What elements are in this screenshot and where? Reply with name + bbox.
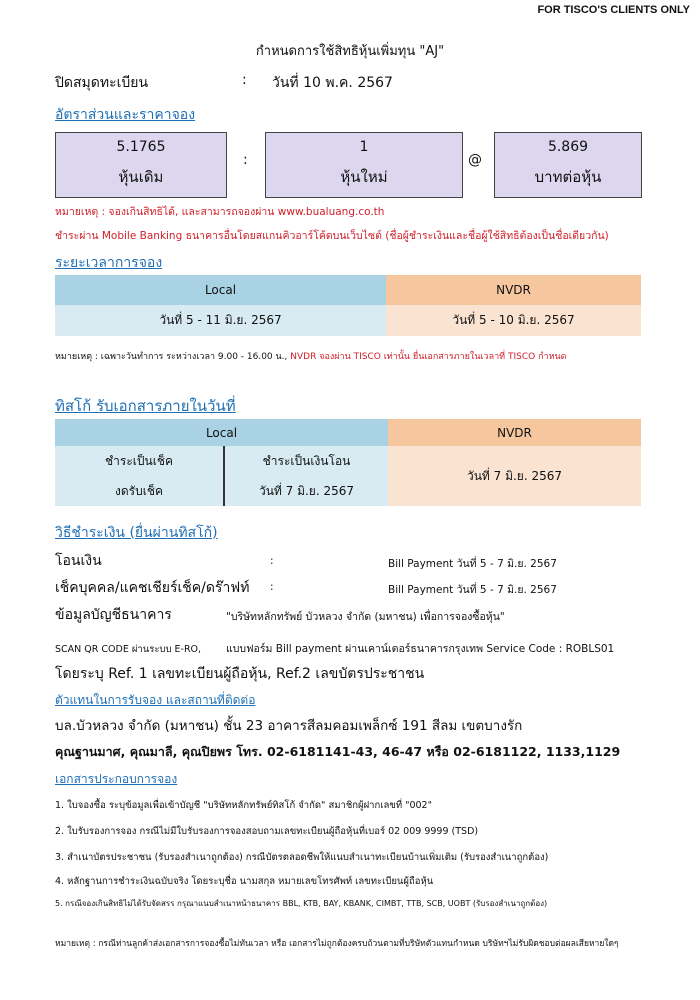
- period-nvdr-header: NVDR: [386, 275, 641, 305]
- book-close-colon: :: [242, 72, 247, 88]
- payment-transfer-value: Bill Payment วันที่ 5 - 7 มิ.ย. 2567: [388, 558, 557, 570]
- qr-code-label: SCAN QR CODE ผ่านระบบ E-RO,: [55, 644, 202, 655]
- payment-transfer-colon: :: [270, 555, 274, 567]
- payment-transfer-label: โอนเงิน: [55, 553, 102, 569]
- book-close-label: ปิดสมุดทะเบียน: [55, 75, 149, 91]
- transfer-value: วันที่ 7 มิ.ย. 2567: [224, 477, 388, 506]
- docs-nvdr-value: วันที่ 7 มิ.ย. 2567: [388, 446, 641, 506]
- document-item-3: 3. สำเนาบัตรประชาชน (รับรองสำเนาถูกต้อง) กรณีบัตรตลอดชีพให้แนบสำเนาทะเบียนบ้านเพิ่มเติม (รับรองสำเนาถูกต้อง): [55, 852, 549, 863]
- book-close-date: วันที่ 10 พ.ค. 2567: [272, 75, 393, 91]
- price-box: [494, 132, 642, 198]
- period-local-value: วันที่ 5 - 11 มิ.ย. 2567: [55, 305, 386, 336]
- price-at-symbol: @: [468, 152, 482, 168]
- document-item-1: 1. ใบจองซื้อ ระบุข้อมูลเพื่อเข้าบัญชี "บริษัทหลักทรัพย์ทิสโก้ จำกัด" สมาชิกผู้ฝากเลขที่ "002": [55, 800, 432, 811]
- transfer-label: ชำระเป็นเงินโอน: [224, 446, 388, 477]
- payment-heading: วิธีชำระเงิน (ยื่นผ่านทิสโก้): [55, 525, 218, 541]
- cheque-value: งดรับเช็ค: [55, 477, 224, 506]
- docs-local-header: Local: [55, 419, 388, 446]
- period-local-header: Local: [55, 275, 386, 305]
- ratio-note-2: ชำระผ่าน Mobile Banking ธนาคารอื่นโดยสแกนคิวอาร์โค้ดบนเว็บไซต์ (ชื่อผู้ชำระเงินและชื่อผู้ใช้สิทธิต้องเป็นชื่อเดียวกัน): [55, 230, 609, 242]
- ref-line: โดยระบุ Ref. 1 เลขทะเบียนผู้ถือหุ้น, Ref.2 เลขบัตรประชาชน: [55, 666, 425, 682]
- period-nvdr-value: วันที่ 5 - 10 มิ.ย. 2567: [386, 305, 641, 336]
- new-shares-box: [265, 132, 463, 198]
- agent-heading: ตัวแทนในการรับจอง และสถานที่ติดต่อ: [55, 693, 256, 707]
- price-unit: บาทต่อหุ้น: [534, 168, 602, 186]
- cheque-label: ชำระเป็นเช็ค: [55, 446, 224, 477]
- footer-note: หมายเหตุ : กรณีท่านลูกค้าส่งเอกสารการจองซื้อไม่ทันเวลา หรือ เอกสารไม่ถูกต้องครบถ้วนตามที่บริษัทตัวแทนกำหนด บริษัทฯไม่รับผิดชอบต่อผลเสียหายใดๆ: [55, 939, 619, 949]
- document-item-5: 5. กรณีจองเกินสิทธิไม่ได้รับจัดสรร กรุณาแนบสำเนาหน้าธนาคาร BBL, KTB, BAY, KBANK, CIMBT, TTB, SCB, UOBT (รับรองสำเนาถูกต้อง): [55, 899, 548, 908]
- agent-contact: คุณฐานมาศ, คุณมาลี, คุณปิยพร โทร. 02-6181141-43, 46-47 หรือ 02-6181122, 1133,1129: [55, 744, 621, 759]
- docs-table: [55, 419, 641, 506]
- documents-heading: เอกสารประกอบการจอง: [55, 772, 178, 786]
- period-heading: ระยะเวลาการจอง: [55, 255, 163, 271]
- ratio-heading: อัตราส่วนและราคาจอง: [55, 107, 196, 123]
- new-shares-value: 1: [359, 139, 369, 155]
- payment-cheque-colon: :: [270, 581, 274, 593]
- page-title: กำหนดการใช้สิทธิหุ้นเพิ่มทุน "AJ": [255, 44, 445, 59]
- agent-address: บล.บัวหลวง จำกัด (มหาชน) ชั้น 23 อาคารสีลมคอมเพล็กซ์ 191 สีลม เขตบางรัก: [55, 718, 523, 734]
- old-shares-box: [55, 132, 227, 198]
- bank-account-value: "บริษัทหลักทรัพย์ บัวหลวง จำกัด (มหาชน) เพื่อการจองซื้อหุ้น": [226, 611, 505, 623]
- period-note: [55, 349, 567, 363]
- ratio-note-1: หมายเหตุ : จองเกินสิทธิได้, และสามารถจองผ่าน www.bualuang.co.th: [55, 206, 385, 218]
- period-note-nvdr: NVDR จองผ่าน TISCO เท่านั้น ยื่นเอกสารภายในเวลาที่ TISCO กำหนด: [290, 352, 567, 362]
- document-item-2: 2. ใบรับรองการจอง กรณีไม่มีใบรับรองการจองสอบถามเลขทะเบียนผู้ถือหุ้นที่เบอร์ 02 009 9999 (TSD): [55, 826, 479, 837]
- bank-account-label: ข้อมูลบัญชีธนาคาร: [55, 607, 172, 623]
- ratio-separator: :: [243, 152, 248, 168]
- old-shares-unit: หุ้นเดิม: [118, 168, 164, 186]
- document-item-4: 4. หลักฐานการชำระเงินฉบับจริง โดยระบุชื่อ นามสกุล หมายเลขโทรศัพท์ เลขทะเบียนผู้ถือหุ้น: [55, 876, 434, 887]
- period-table: [55, 275, 641, 336]
- clients-only-label: FOR TISCO'S CLIENTS ONLY: [537, 4, 690, 16]
- new-shares-unit: หุ้นใหม่: [340, 168, 388, 186]
- old-shares-value: 5.1765: [116, 139, 166, 155]
- bill-payment-form: แบบฟอร์ม Bill payment ผ่านเคาน์เตอร์ธนาคารกรุงเทพ Service Code : ROBLS01: [226, 643, 615, 655]
- payment-cheque-label: เช็คบุคคล/แคชเชียร์เช็ค/ดร๊าฟท์: [55, 580, 250, 596]
- payment-cheque-value: Bill Payment วันที่ 5 - 7 มิ.ย. 2567: [388, 584, 557, 596]
- docs-nvdr-header: NVDR: [388, 419, 641, 446]
- period-note-text: หมายเหตุ : เฉพาะวันทำการ ระหว่างเวลา 9.00 - 16.00 น.,: [55, 352, 288, 362]
- docs-heading: ทิสโก้ รับเอกสารภายในวันที่: [55, 397, 236, 415]
- price-value: 5.869: [547, 139, 589, 155]
